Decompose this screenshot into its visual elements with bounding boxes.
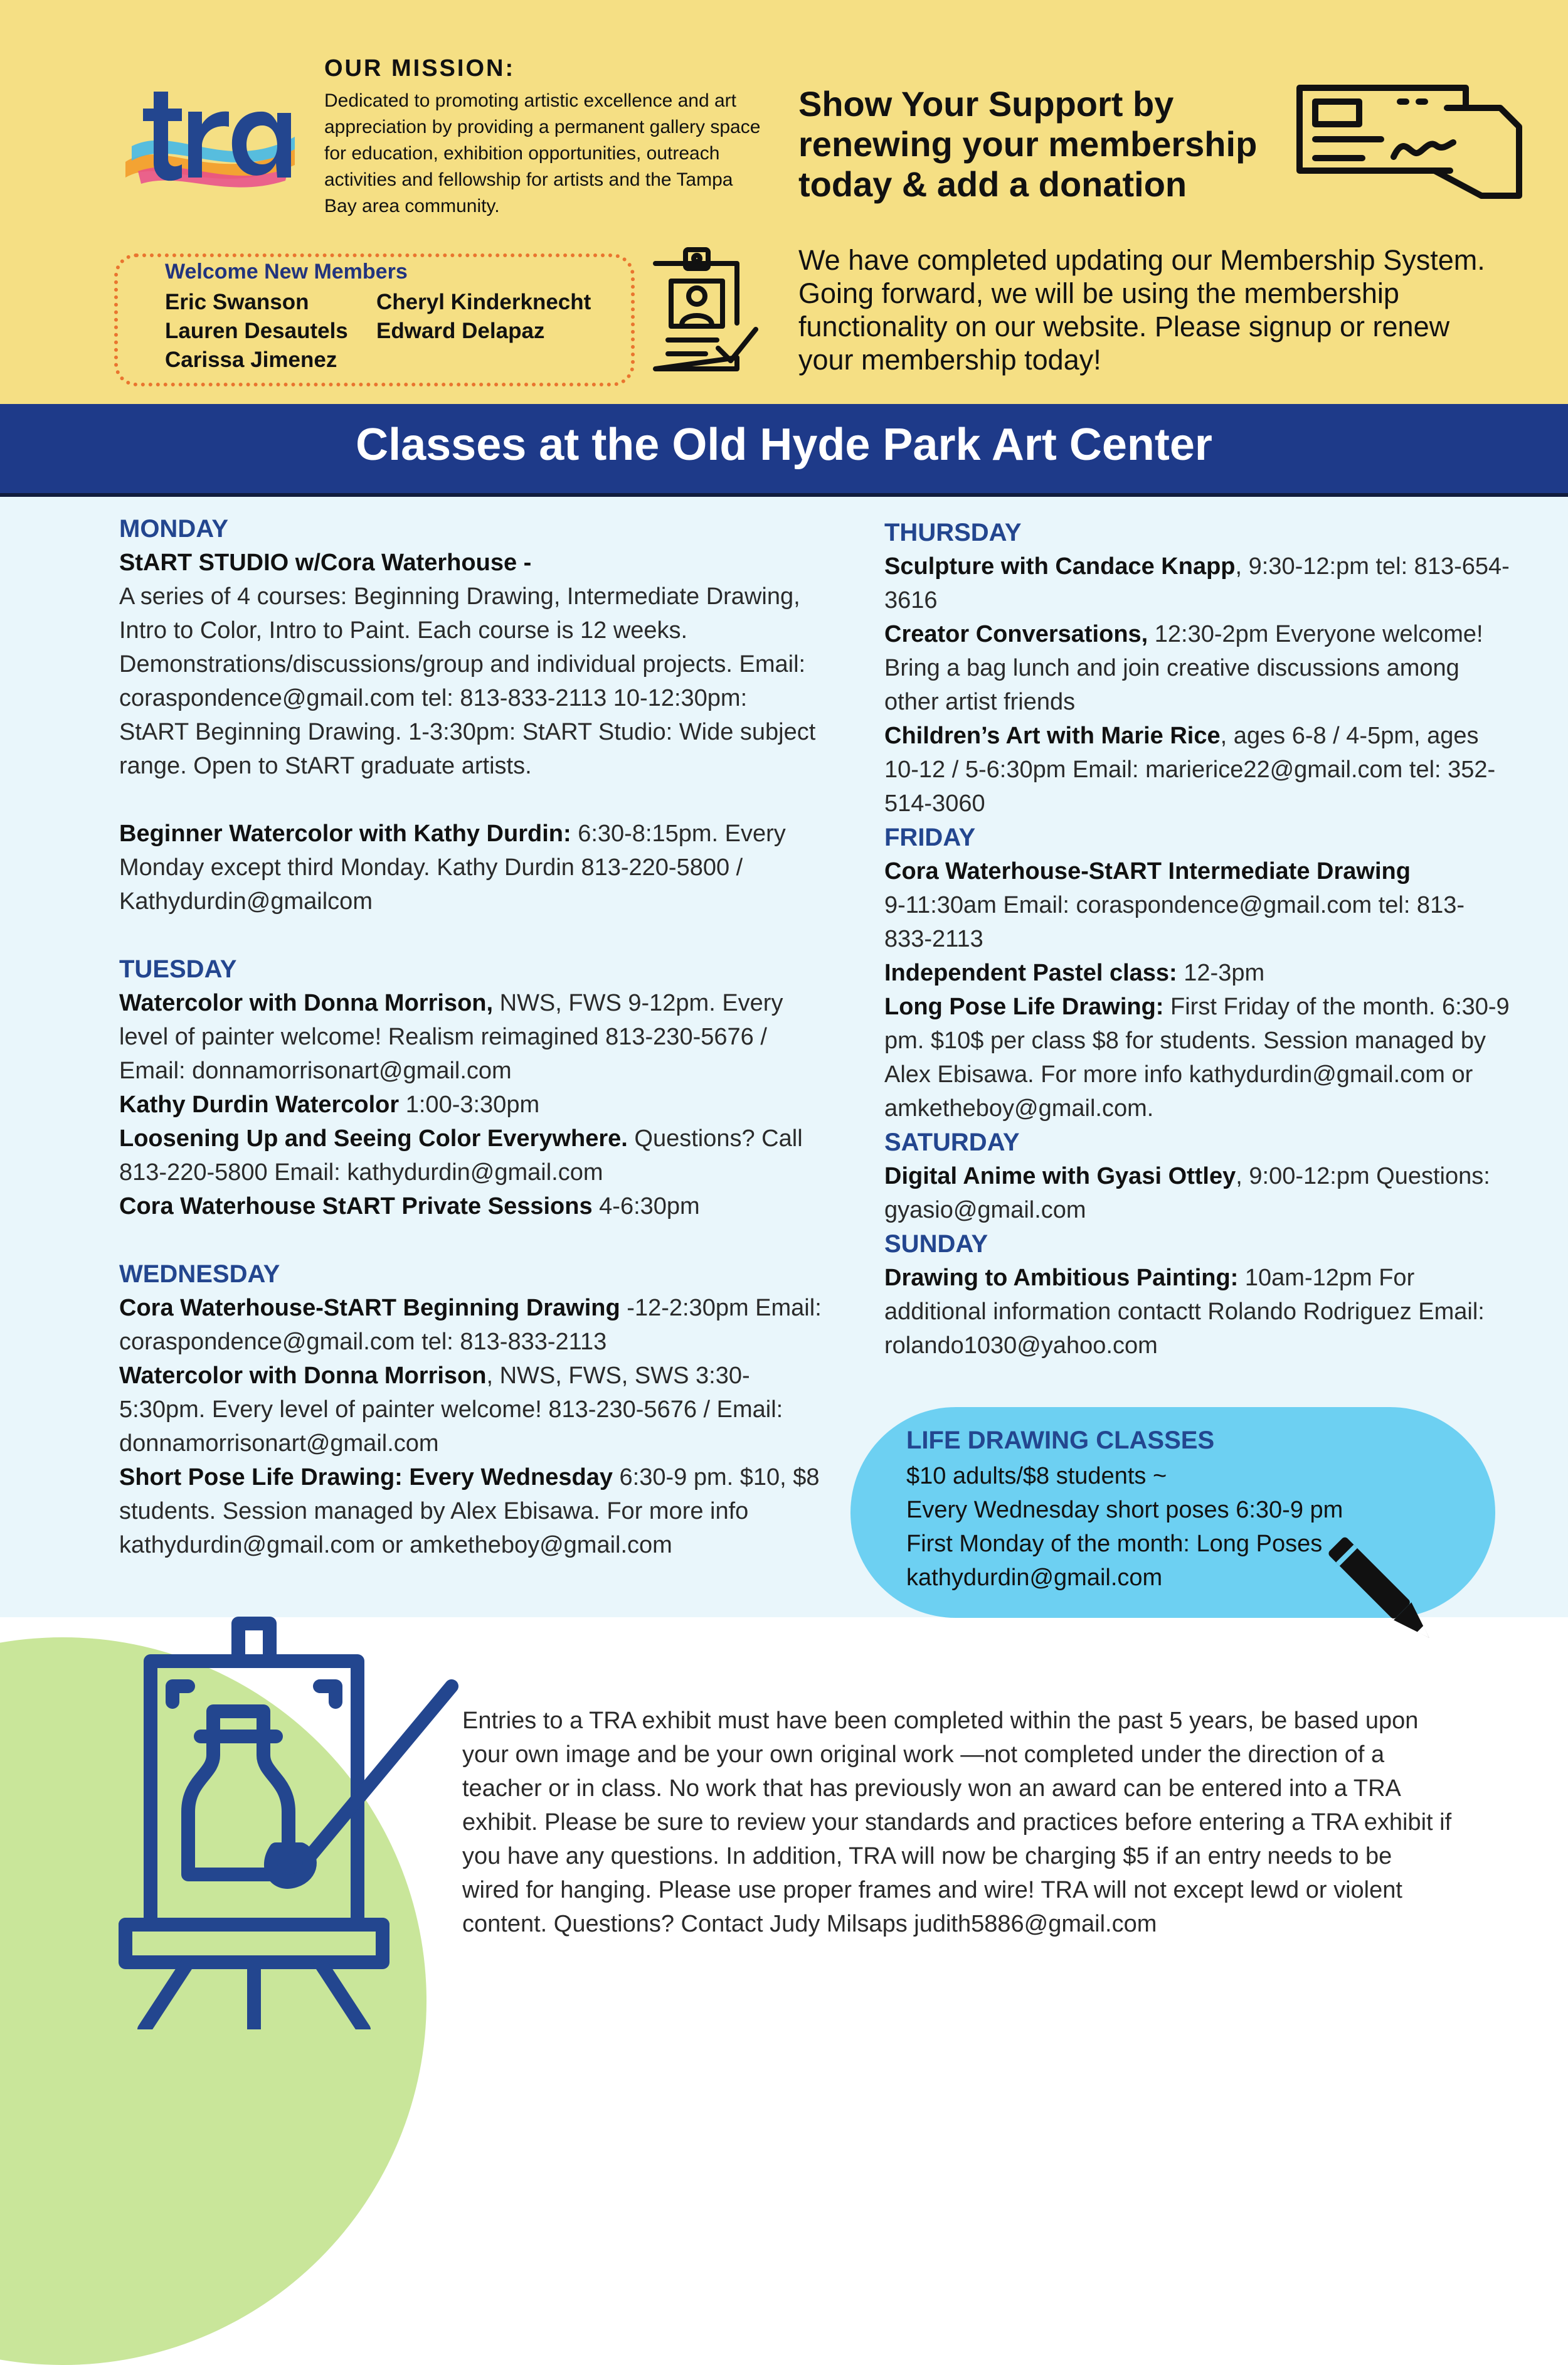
- class-details: , 9:00-12:pm Questions: gyasio@gmail.com: [884, 1163, 1490, 1223]
- member-name: Lauren Desautels: [165, 319, 348, 343]
- class-title: Cora Waterhouse-StART Intermediate Drawing: [884, 858, 1411, 885]
- class-details: 1:00-3:30pm: [399, 1092, 540, 1118]
- class-title: Watercolor with Donna Morrison: [119, 1363, 487, 1389]
- class-details: A series of 4 courses: Beginning Drawing, Intermediate Drawing, Intro to Color, Intro to Paint. Each course is 12 weeks. Demonstrations/discussions/group and individual projects. Email: coraspondence@gmail.com tel: 813-833-2113 10-12:30pm: StART Beginning Drawing. 1-3:30pm: StART Studio: Wide subject range. Open to StART graduate artists.: [119, 583, 816, 779]
- day-heading: MONDAY: [119, 515, 229, 543]
- class-details: 4-6:30pm: [592, 1193, 700, 1220]
- class-entry: [884, 550, 1512, 617]
- class-details: 12-3pm: [1177, 960, 1265, 986]
- class-entry: [884, 1261, 1512, 1363]
- class-title: Cora Waterhouse-StART Beginning Drawing: [119, 1295, 620, 1321]
- life-drawing-line: Every Wednesday short poses 6:30-9 pm: [906, 1497, 1343, 1523]
- day-heading: TUESDAY: [119, 955, 237, 983]
- mission-title: OUR MISSION:: [324, 55, 516, 82]
- classes-left-column: [119, 512, 822, 1562]
- classes-right-column: [884, 516, 1512, 1363]
- class-title: Beginner Watercolor with Kathy Durdin:: [119, 821, 571, 847]
- member-name: Edward Delapaz: [376, 319, 545, 343]
- class-details: First Friday of the month. 6:30-9 pm. $10$ per class $8 for students. Session managed by Alex Ebisawa. For more info kathydurdin@gmail.com or amketheboy@gmail.com.: [884, 994, 1510, 1122]
- class-details: , 9:30-12:pm tel: 813-654-3616: [884, 553, 1510, 614]
- pencil-icon: [1323, 1531, 1449, 1662]
- mission-text: Dedicated to promoting artistic excellence and art appreciation by providing a permanent gallery space for education, exhibition opportunities, outreach activities and fellowship for artists and the Tampa Bay area community.: [324, 90, 761, 216]
- class-title: Children’s Art with Marie Rice: [884, 723, 1221, 749]
- class-title: StART STUDIO w/Cora Waterhouse -: [119, 550, 532, 576]
- class-details: 6:30-9 pm. $10, $8 students. Session managed by Alex Ebisawa. For more info kathydurdin@gmail.com or amketheboy@gmail.com: [119, 1464, 820, 1558]
- class-title: Long Pose Life Drawing:: [884, 994, 1164, 1020]
- day-heading: THURSDAY: [884, 519, 1022, 546]
- day-heading: SUNDAY: [884, 1230, 988, 1258]
- member-name: Carissa Jimenez: [165, 348, 337, 372]
- class-entry: [119, 1189, 822, 1223]
- class-title: Loosening Up and Seeing Color Everywhere.: [119, 1125, 628, 1152]
- class-entry: [884, 990, 1512, 1125]
- class-title: Watercolor with Donna Morrison,: [119, 990, 494, 1016]
- day-heading: WEDNESDAY: [119, 1260, 280, 1288]
- class-title: Short Pose Life Drawing: Every Wednesday: [119, 1464, 613, 1491]
- class-details: , NWS, FWS, SWS 3:30-5:30pm. Every level of painter welcome! 813-230-5676 / Email: donnamorrisonart@gmail.com: [119, 1363, 783, 1457]
- membership-update-text: We have completed updating our Membership System. Going forward, we will be using the membership functionality on our website. Please signup or renew your membership today!: [798, 244, 1485, 376]
- class-title: Kathy Durdin Watercolor: [119, 1092, 400, 1118]
- life-drawing-line: kathydurdin@gmail.com: [906, 1565, 1163, 1591]
- class-title: Independent Pastel class:: [884, 960, 1177, 986]
- class-entry: [119, 1122, 822, 1189]
- class-entry: [119, 986, 822, 1088]
- class-details: 6:30-8:15pm. Every Monday except third Monday. Kathy Durdin 813-220-5800 / Kathydurdin@gmailcom: [119, 821, 786, 915]
- class-entry: [119, 817, 822, 918]
- easel-icon: [107, 1611, 470, 2029]
- class-title: Creator Conversations,: [884, 621, 1148, 647]
- classes-banner-title: Classes at the Old Hyde Park Art Center: [356, 420, 1212, 470]
- entries-rules-text: Entries to a TRA exhibit must have been completed within the past 5 years, be based upon your own image and be your own original work —not completed under the direction of a teacher or in class. No work that has previously won an award can be entered into a TRA exhibit. Please be sure to review your standards and practices before entering a TRA exhibit if you have any questions. In addition, TRA will now be charging $5 if an entry needs to be wired for hanging. Please use proper frames and wire! TRA will not except lewd or violent content. Questions? Contact Judy Milsaps judith5886@gmail.com: [462, 1708, 1452, 1937]
- member-name: Cheryl Kinderknecht: [376, 290, 591, 314]
- support-heading: Show Your Support by renewing your membership today & add a donation: [798, 84, 1258, 204]
- check-icon: [1293, 83, 1525, 202]
- life-drawing-line: First Monday of the month: Long Poses: [906, 1531, 1323, 1557]
- class-entry: [884, 617, 1512, 719]
- class-entry: [119, 1291, 822, 1359]
- class-title: Digital Anime with Gyasi Ottley: [884, 1163, 1236, 1189]
- class-details: 10am-12pm For additional information contactt Rolando Rodriguez Email: rolando1030@yahoo.com: [884, 1265, 1485, 1359]
- class-entry: [119, 1359, 822, 1460]
- class-entry: [119, 1460, 822, 1562]
- class-details: NWS, FWS 9-12pm. Every level of painter welcome! Realism reimagined 813-230-5676 / Email: donnamorrisonart@gmail.com: [119, 990, 783, 1084]
- id-badge-icon: [643, 245, 762, 376]
- class-details: 12:30-2pm Everyone welcome! Bring a bag lunch and join creative discussions among other artist friends: [884, 621, 1483, 715]
- class-entry: [884, 1159, 1512, 1227]
- day-heading: FRIDAY: [884, 824, 976, 851]
- welcome-members-title: Welcome New Members: [165, 260, 408, 284]
- class-details: Questions? Call 813-220-5800 Email: kathydurdin@gmail.com: [119, 1125, 803, 1186]
- class-details: -12-2:30pm Email: coraspondence@gmail.com tel: 813-833-2113: [119, 1295, 822, 1355]
- day-heading: SATURDAY: [884, 1129, 1020, 1156]
- class-details: , ages 6-8 / 4-5pm, ages 10-12 / 5-6:30pm Email: marierice22@gmail.com tel: 352-514-3060: [884, 723, 1496, 817]
- class-entry: [119, 1088, 822, 1122]
- class-details: 9-11:30am Email: coraspondence@gmail.com tel: 813-833-2113: [884, 892, 1465, 952]
- member-name: Eric Swanson: [165, 290, 309, 314]
- tra-logo: [119, 87, 301, 193]
- class-title: Drawing to Ambitious Painting:: [884, 1265, 1239, 1291]
- life-drawing-title: LIFE DRAWING CLASSES: [906, 1427, 1215, 1454]
- class-entry: [884, 956, 1512, 990]
- class-title: Sculpture with Candace Knapp: [884, 553, 1236, 580]
- class-entry: [884, 719, 1512, 821]
- life-drawing-line: $10 adults/$8 students ~: [906, 1463, 1167, 1489]
- class-title: Cora Waterhouse StART Private Sessions: [119, 1193, 593, 1220]
